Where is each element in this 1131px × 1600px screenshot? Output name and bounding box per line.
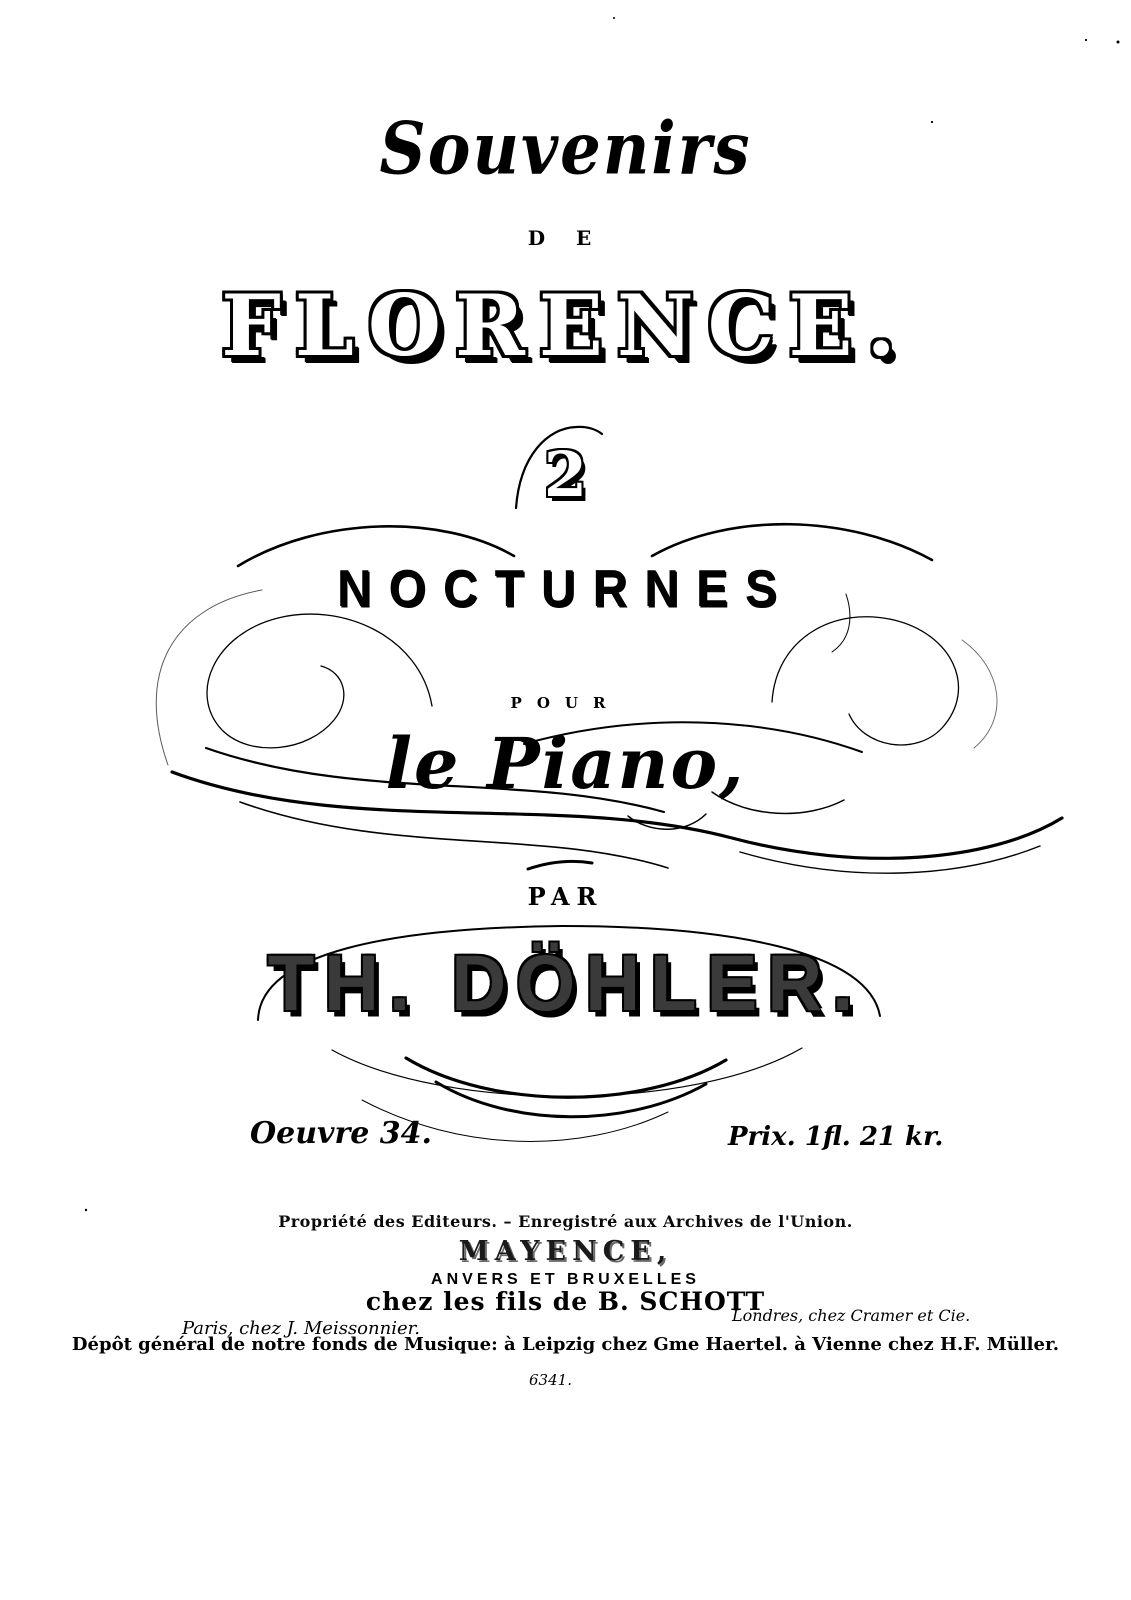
title-souvenirs: Souvenirs bbox=[379, 107, 752, 192]
work-genre: NOCTURNES bbox=[336, 560, 794, 619]
title-de: D E bbox=[527, 226, 604, 250]
distribution-note: Dépôt général de notre fonds de Musique: à Leipzig chez Gme Haertel. à Vienne chez H.F. Müller. bbox=[71, 1334, 1060, 1355]
agent-paris: Paris, chez J. Meissonnier. bbox=[182, 1318, 420, 1339]
copyright-notice: Propriété des Editeurs. – Enregistré aux Archives de l'Union. bbox=[278, 1212, 853, 1231]
opus-number: Oeuvre 34. bbox=[250, 1116, 432, 1151]
instrument-label: le Piano, bbox=[385, 722, 746, 805]
pour-label: POUR bbox=[510, 694, 621, 712]
price: Prix. 1fl. 21 kr. bbox=[728, 1122, 944, 1152]
imprint-city-mayence: MAYENCE, bbox=[458, 1236, 673, 1267]
par-label: PAR bbox=[527, 882, 604, 911]
work-number: 2 bbox=[543, 438, 588, 511]
imprint-cities-anvers-bruxelles: ANVERS ET BRUXELLES bbox=[431, 1271, 700, 1288]
title-florence: FLORENCE. bbox=[221, 276, 910, 375]
plate-number: 6341. bbox=[529, 1371, 572, 1389]
composer-name: TH. DÖHLER. bbox=[267, 939, 864, 1028]
publisher-name: chez les fils de B. SCHOTT bbox=[365, 1287, 766, 1316]
agent-london: Londres, chez Cramer et Cie. bbox=[732, 1306, 971, 1325]
